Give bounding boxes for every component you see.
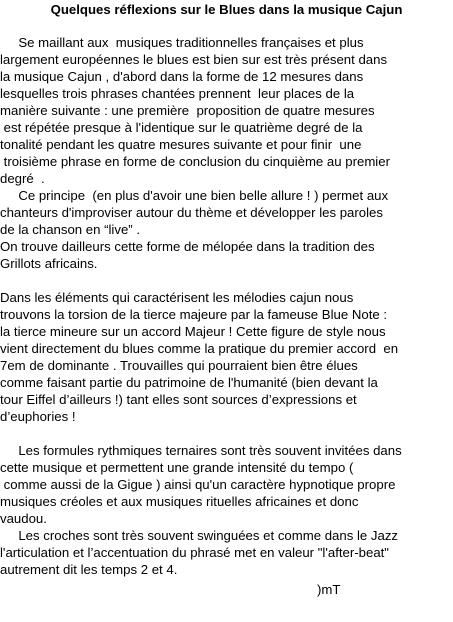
document-body: [0, 34, 453, 578]
text-line: trouvons la torsion de la tierce majeure par la fameuse Blue Note :: [0, 307, 388, 322]
text-line: vaudou.: [0, 511, 47, 526]
text-line: troisième phrase en forme de conclusion du cinquième au premier: [0, 154, 390, 169]
signature: )mT: [317, 582, 341, 597]
text-line: tonalité pendant les quatre mesures suivante et pour finir une: [0, 137, 362, 152]
text-line: Les croches sont très souvent swinguées et comme dans le Jazz: [0, 528, 399, 543]
text-line: degré .: [0, 171, 45, 186]
text-line: largement européennes le blues est bien sur est très présent dans: [0, 52, 388, 67]
text-line: Se maillant aux musiques traditionnelles françaises et plus: [0, 35, 364, 50]
text-line: musiques créoles et aux musiques rituelles africaines et donc: [0, 494, 359, 509]
text-line: la tierce mineure sur un accord Majeur ! Cette figure de style nous: [0, 324, 386, 339]
text-line: autrement dit les temps 2 et 4.: [0, 562, 178, 577]
text-line: de la chanson en “live” .: [0, 222, 141, 237]
text-line: Ce principe (en plus d'avoir une bien belle allure ! ) permet aux: [0, 188, 389, 203]
text-line: cette musique et permettent une grande intensité du tempo (: [0, 460, 354, 475]
text-line: tour Eiffel d’ailleurs !) tant elles sont sources d’expressions et: [0, 392, 357, 407]
text-line: On trouve dailleurs cette forme de mélopée dans la tradition des: [0, 239, 375, 254]
text-line: vient directement du blues comme la pratique du premier accord en: [0, 341, 399, 356]
document-title: Quelques réflexions sur le Blues dans la musique Cajun: [50, 2, 403, 17]
text-line: lesquelles trois phrases chantées prennent leur places de la: [0, 86, 355, 101]
text-line: d’euphories !: [0, 409, 76, 424]
text-line: est répétée presque à l'identique sur le quatrième degré de la: [0, 120, 363, 135]
text-line: la musique Cajun , d'abord dans la forme de 12 mesures dans: [0, 69, 364, 84]
text-line: chanteurs d'improviser autour du thème et développer les paroles: [0, 205, 383, 220]
text-line: manière suivante : une première proposition de quatre mesures: [0, 103, 375, 118]
text-line: comme faisant partie du patrimoine de l'humanité (bien devant la: [0, 375, 378, 390]
text-line: l'articulation et l’accentuation du phrasé met en valeur "l'after-beat": [0, 545, 389, 560]
text-line: Grillots africains.: [0, 256, 98, 271]
text-line: 7em de dominante . Trouvailles qui pourraient bien être élues: [0, 358, 358, 373]
text-line: Dans les éléments qui caractérisent les mélodies cajun nous: [0, 290, 354, 305]
text-line: [0, 425, 453, 442]
text-line: Les formules rythmiques ternaires sont très souvent invitées dans: [0, 443, 402, 458]
text-line: [0, 272, 453, 289]
text-line: comme aussi de la Gigue ) ainsi qu'un caractère hypnotique propre: [0, 477, 396, 492]
